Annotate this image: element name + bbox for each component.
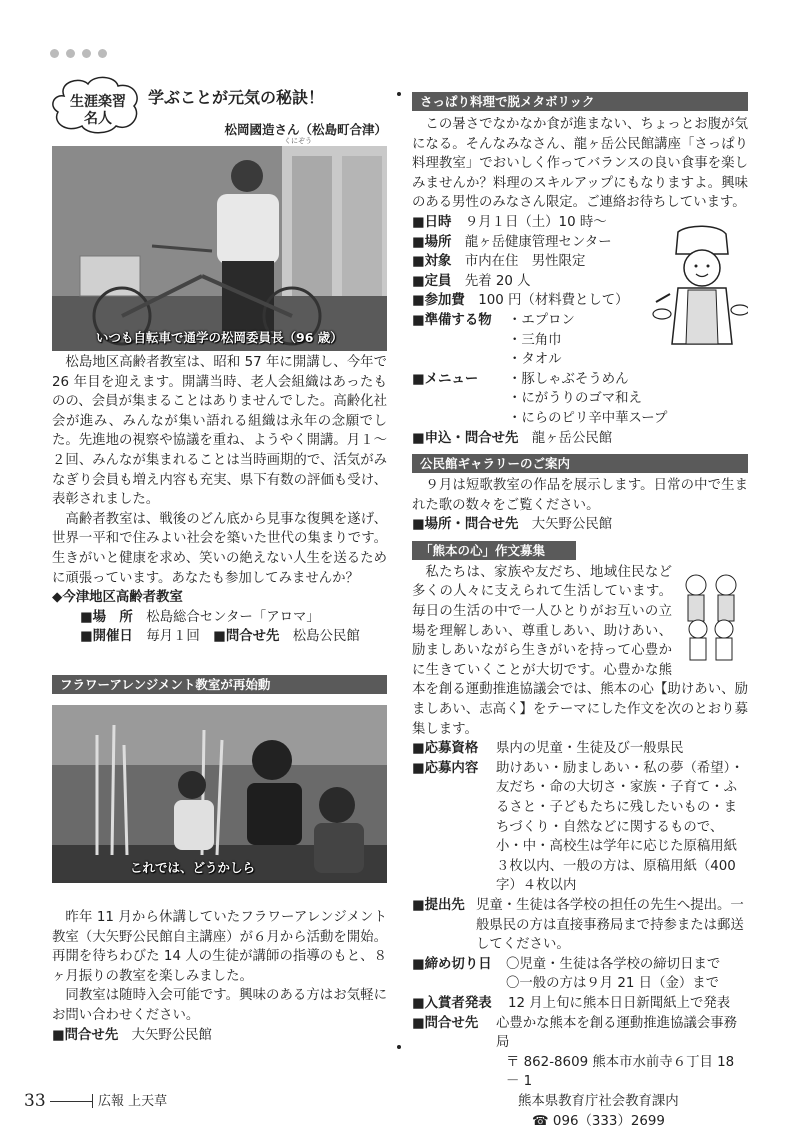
cooking-details	[412, 213, 642, 370]
footer-rule	[50, 1101, 92, 1102]
flower-contact-row	[52, 1026, 387, 1046]
flower-contact-label: ■問合せ先	[52, 1027, 119, 1043]
essay-announce-label: ■入賞者発表	[412, 995, 492, 1011]
cooking-row-1	[412, 233, 642, 253]
feature-date: 毎月１回	[146, 629, 200, 645]
flower-contact: 大矢野公民館	[131, 1027, 212, 1043]
essay-contact-phone: ☎ 096（333）2699	[532, 1113, 665, 1129]
publication-name: 広報 上天草	[98, 1094, 168, 1109]
page-number: 33	[24, 1091, 46, 1111]
feature-date-row	[52, 627, 387, 647]
feature-place-label: ■場 所	[80, 609, 133, 625]
gallery-header: 公民館ギャラリーのご案内	[412, 454, 748, 473]
feature-byline: 松岡國造さん（松島町合津）	[224, 122, 387, 137]
gallery-contact: 大矢野公民館	[531, 517, 613, 533]
cooking-contact-row	[412, 429, 748, 449]
essay-header: 「熊本の心」作文募集	[412, 541, 576, 560]
cooking-menu-item: ・にがうりのゴマ和え	[508, 391, 642, 407]
children-illustration-icon	[676, 569, 748, 665]
essay-content: 助けあい・励ましあい・私の夢（希望）・友だち・命の大切さ・家族・子育て・ふるさと・子どもたちに残したいもの・まちづくり・自然などに関するもので、小・中・高校生は学年に応じた原稿用紙３枚以内、一般の方は、原稿用紙（400 字）４枚以内	[496, 760, 744, 894]
essay-announce-row	[412, 994, 748, 1014]
gallery-contact-row	[412, 515, 748, 535]
feature-contact-label: ■問合せ先	[213, 629, 280, 645]
column-dot-bottom	[397, 1045, 401, 1049]
feature-body	[52, 353, 387, 647]
essay-eligibility-row	[412, 739, 748, 759]
flower-body	[52, 908, 387, 1045]
cooking-row-4-label: ■参加費	[412, 293, 465, 309]
cooking-header: さっぱり料理で脱メタボリック	[412, 92, 748, 111]
badge-text	[52, 82, 144, 140]
cooking-row-2-value: 市内在住 男性限定	[464, 254, 586, 270]
cooking-menu-item: ・豚しゃぶそうめん	[508, 371, 629, 387]
cooking-row-0-label: ■日時	[412, 214, 452, 230]
cooking-item: ・タオル	[508, 352, 562, 368]
footer-tick	[92, 1094, 93, 1108]
chef-illustration-icon	[648, 224, 748, 352]
cooking-row-4	[412, 291, 642, 311]
cooking-row-1-value: 龍ヶ岳健康管理センター	[464, 234, 612, 250]
column-dot-top	[397, 92, 401, 96]
cooking-item: ・三角巾	[508, 332, 562, 348]
cooking-row-3-label: ■定員	[412, 273, 452, 289]
essay-section	[412, 563, 748, 1131]
essay-submit-label: ■提出先	[412, 897, 465, 913]
essay-deadline-list	[506, 955, 720, 994]
feature-contact: 松島公民館	[292, 629, 360, 645]
gallery-body: ９月は短歌教室の作品を展示します。日常の中で生まれた歌の数々をご覧ください。	[412, 478, 748, 513]
feature-date-label: ■開催日	[80, 629, 133, 645]
cooking-row-2-label: ■対象	[412, 254, 452, 270]
essay-contact-label: ■問合せ先	[412, 1015, 479, 1031]
feature-paragraph-2: 高齢者教室は、戦後のどん底から見事な復興を遂げ、世界一平和で住みよい社会を築いた世代の集まりです。生きがいと健康を求め、笑いの絶えない人生を送るために頑張っています。あなたも参加してみませんか？	[52, 511, 387, 586]
essay-body: 私たちは、家族や友だち、地域住民など多くの人々に支えられて生活しています。毎日の生活の中で一人ひとりがお互いの立場を理解しあい、尊重しあい、助けあい、励ましあいながら生きがいを持って心豊かに生きていくことが大切です。心豊かな熊本を創る運動推進協議会では、熊本の心【助けあい、励ましあい、志高く】をテーマにした作文を次のとおり募集します。	[412, 564, 748, 737]
flower-paragraph-1: 昨年 11 月から休講していたフラワーアレンジメント教室（大矢野公民館自主講座）が６月から活動を開始。再開を待ちわびた 14 人の生徒が講師の指導のもと、８ヶ月振りの教室を楽しみました。	[52, 910, 387, 984]
cooking-menu-label: ■メニュー	[412, 371, 479, 387]
feature-title: 学ぶことが元気の秘訣！	[148, 88, 325, 107]
cooking-row-0-value: ９月１日（土）10 時～	[464, 214, 607, 230]
badge-line-1: 生涯楽習	[70, 94, 126, 110]
cooking-row-1-label: ■場所	[412, 234, 452, 250]
essay-deadline-2: 〇一般の方は９月 21 日（金）まで	[506, 976, 720, 992]
photo-cyclist	[52, 146, 387, 351]
essay-eligibility: 県内の児童・生徒及び一般県民	[496, 741, 684, 757]
essay-announce: 12 月上旬に熊本日日新聞紙上で発表	[508, 995, 731, 1011]
gallery-contact-label: ■場所・問合せ先	[412, 517, 519, 533]
feature-place: 松島総合センター「アロマ」	[146, 609, 320, 625]
essay-content-label: ■応募内容	[412, 760, 479, 776]
cooking-contact: 龍ヶ岳公民館	[531, 430, 613, 446]
essay-deadline-row	[412, 955, 748, 994]
essay-submit: 児童・生徒は各学校の担任の先生へ提出。一般県民の方は直接事務局まで持参または郵送してください。	[476, 897, 744, 953]
essay-deadline-1: 〇児童・生徒は各学校の締切日まで	[506, 956, 721, 972]
essay-deadline-label: ■締め切り日	[412, 956, 492, 972]
flower-header-wrap	[52, 675, 387, 694]
photo-cyclist-illustration	[52, 146, 387, 351]
cooking-row-2	[412, 252, 642, 272]
essay-content-row	[412, 759, 748, 896]
cooking-row-3-value: 先着 20 人	[464, 273, 531, 289]
feature-paragraph-1: 松島地区高齢者教室は、昭和 57 年に開講し、今年で 26 年目を迎えます。開講当時、老人会組織はあったものの、会員が集まることはありませんでした。高齢化社会が進み、みんなが集い語れる組織は永年の念願でした。先進地の視察や協議を重ね、ようやく開講。月１～２回、みんなが集まれることは当時画期的で、活気がみなぎり会員も増え内容も充実、県下有数の評価も受け、表彰されました。	[52, 355, 387, 508]
photo-flower-illustration	[52, 705, 387, 883]
photo-flower-caption: これでは、どうかしら	[130, 860, 256, 875]
essay-eligibility-label: ■応募資格	[412, 741, 479, 757]
photo-flower-class	[52, 705, 387, 883]
essay-submit-row	[412, 896, 748, 955]
byline-ruby: くにぞう	[284, 137, 312, 145]
cooking-menu-list	[508, 370, 667, 429]
cooking-items	[412, 311, 642, 370]
cooking-items-label: ■準備する物	[412, 312, 492, 328]
essay-contact-dept: 熊本県教育庁社会教育課内	[518, 1093, 679, 1109]
cooking-row-0	[412, 213, 642, 233]
cooking-item: ・エプロン	[508, 312, 575, 328]
photo-cyclist-caption: いつも自転車で通学の松岡委員長（96 歳）	[96, 330, 343, 345]
essay-contact-org: 心豊かな熊本を創る運動推進協議会事務局	[496, 1015, 738, 1051]
flower-header: フラワーアレンジメント教室が再始動	[52, 675, 387, 694]
cooking-items-list	[508, 311, 575, 370]
feature-place-row	[52, 608, 387, 628]
right-column	[412, 92, 748, 1131]
cooking-contact-label: ■申込・問合せ先	[412, 430, 519, 446]
cooking-menu	[412, 370, 748, 429]
essay-contact-block	[496, 1014, 748, 1131]
cooking-menu-item: ・にらのピリ辛中華スープ	[508, 410, 668, 426]
cooking-body: この暑さでなかなか食が進まない、ちょっとお腹が気になる。そんなみなさん、龍ヶ岳公民館講座「さっぱり料理教室」でおいしく作ってバランスの良い食事を楽しみませんか？料理のスキルアップにもなりますよ。興味のある男性のみなさん限定。ご連絡お待ちしています。	[412, 117, 748, 211]
feature-org: ◆今津地区高齢者教室	[52, 590, 183, 606]
cooking-row-3	[412, 272, 642, 292]
essay-contact-row	[412, 1014, 748, 1131]
cooking-row-4-value: 100 円（材料費として）	[478, 293, 629, 309]
essay-contact-address: 〒 862-8609 熊本市水前寺６丁目 18 － 1	[506, 1054, 735, 1090]
badge-line-2: 名人	[84, 111, 112, 127]
flower-paragraph-2: 同教室は随時入会可能です。興味のある方はお気軽にお問い合わせください。	[52, 988, 387, 1023]
decorative-dots	[50, 49, 107, 58]
gallery-section	[412, 476, 748, 535]
